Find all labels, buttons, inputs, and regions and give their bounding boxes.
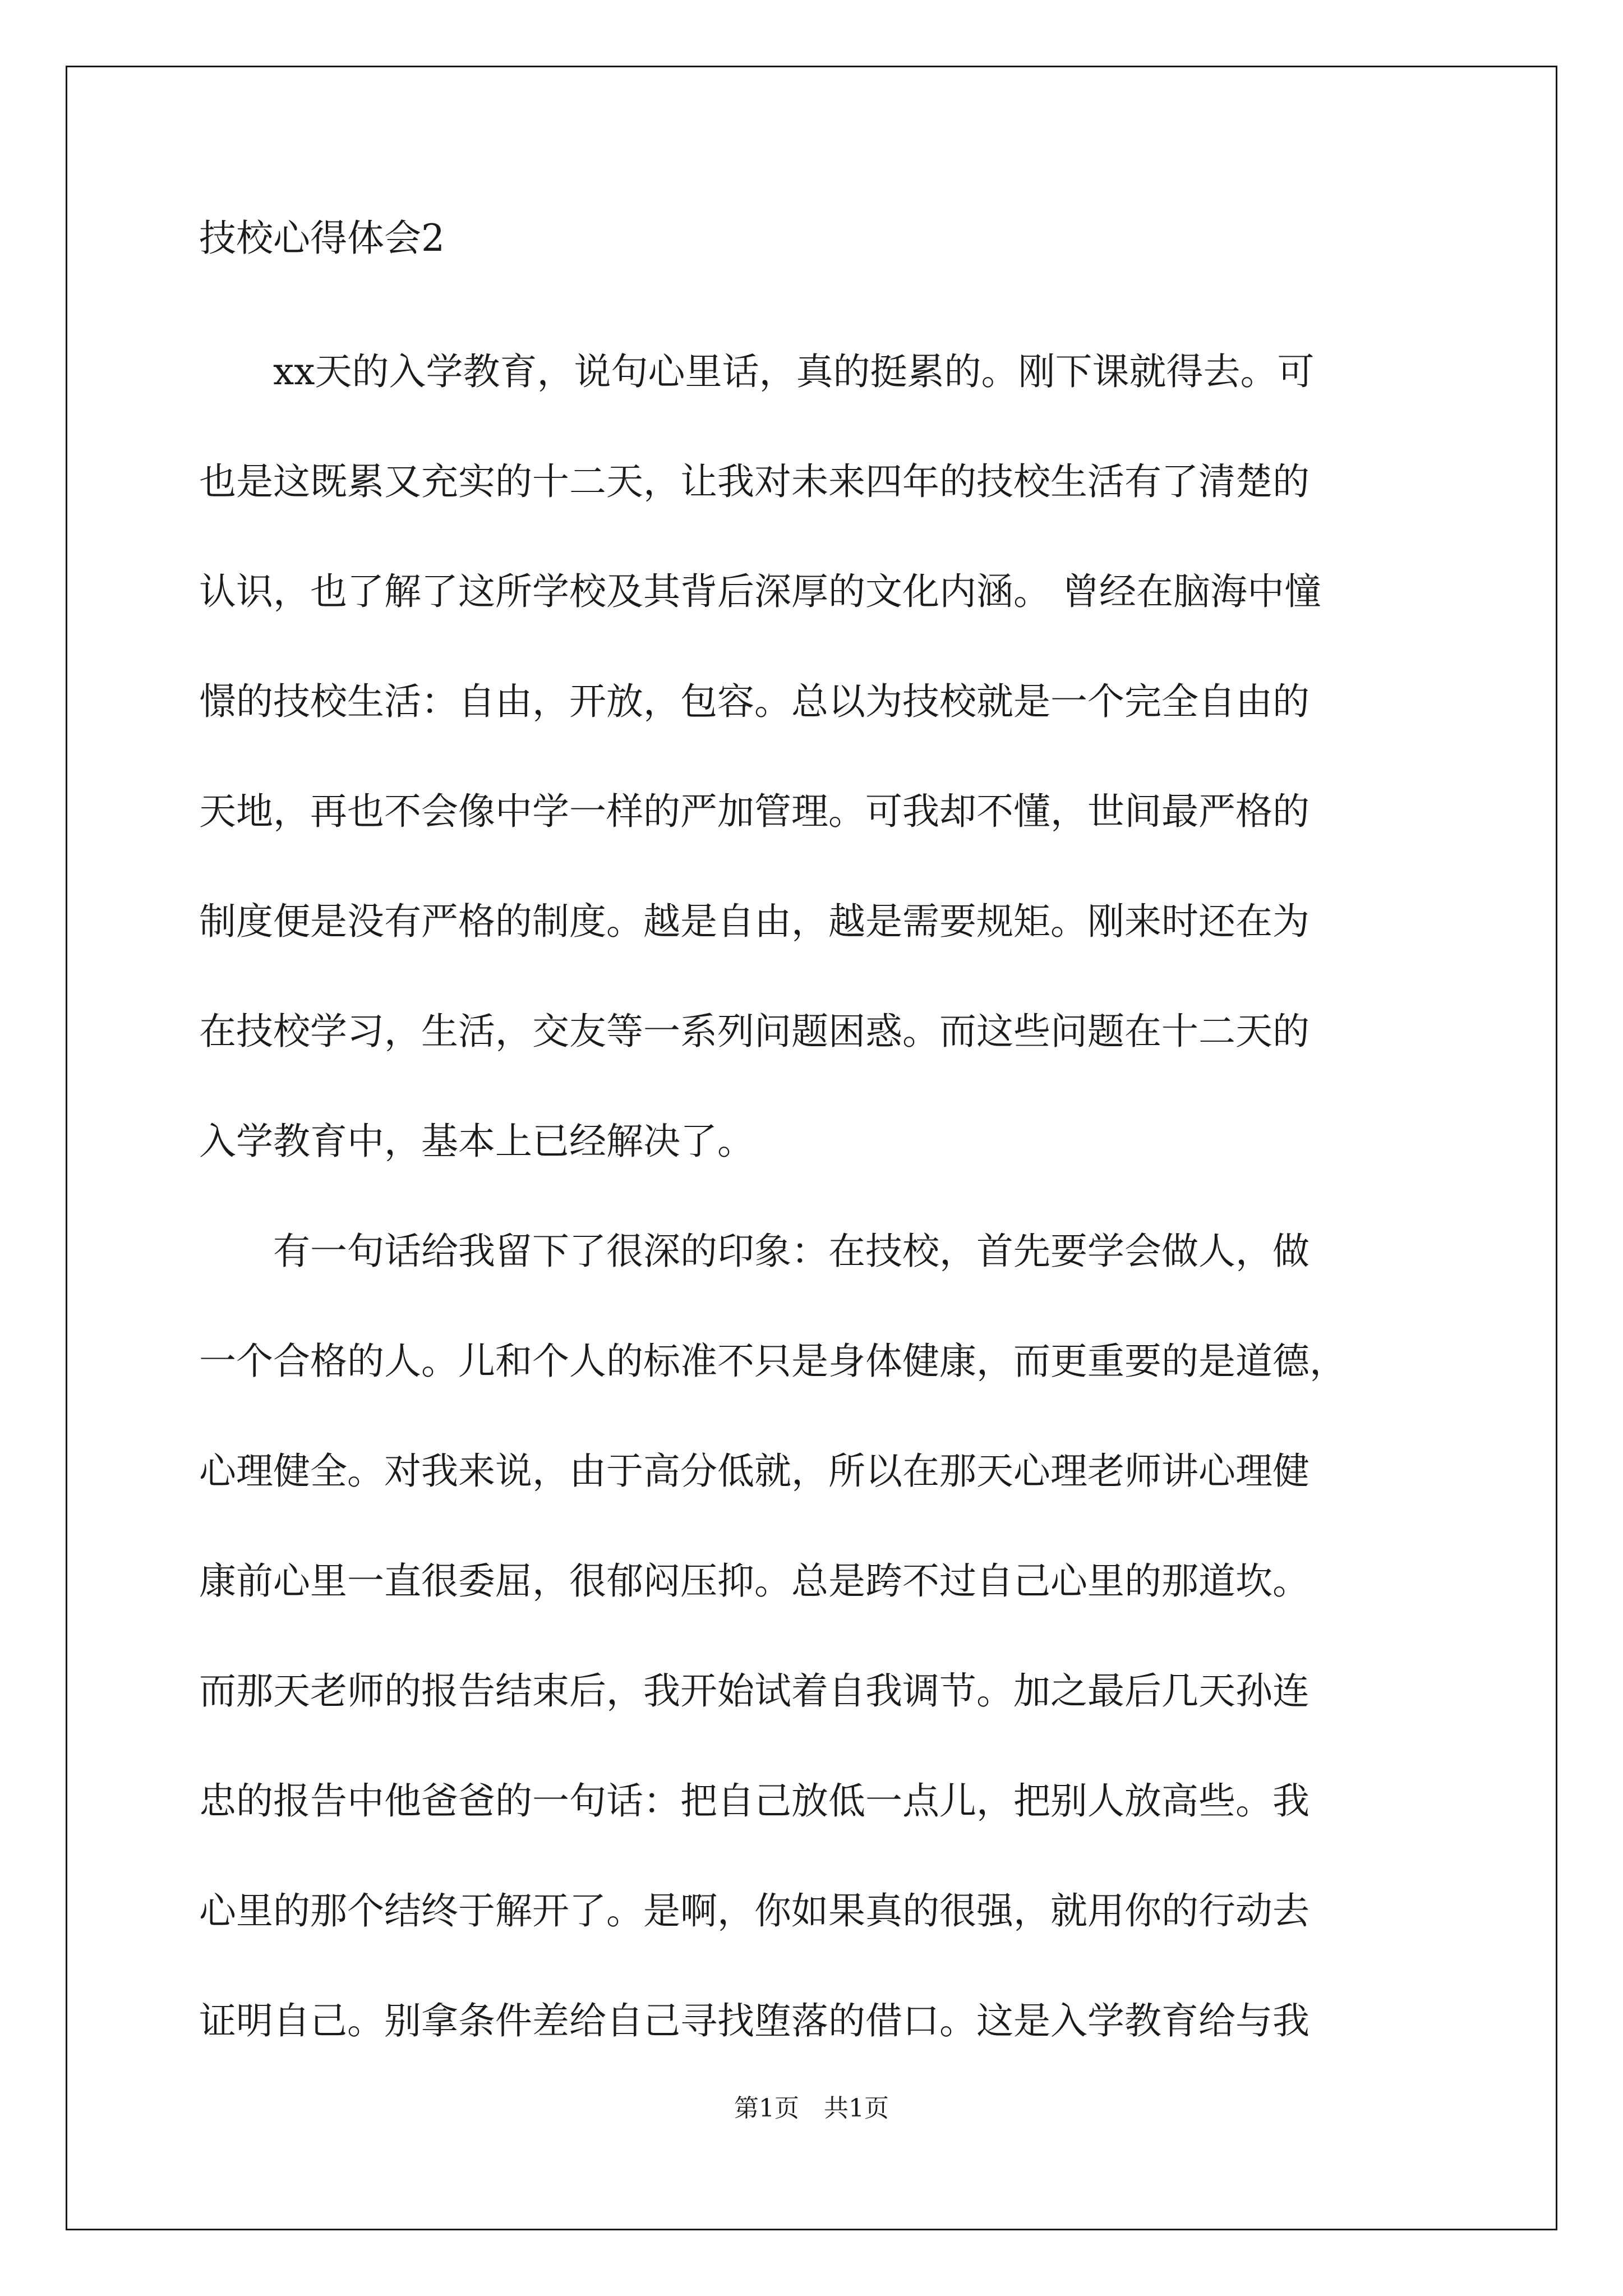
page-footer — [0, 2088, 1623, 2124]
text-line: 制度便是没有严格的制度。越是自由，越是需要规矩。刚来时还在为 — [199, 900, 1310, 943]
text-line: xx天的入学教育，说句心里话，真的挺累的。刚下课就得去。可 — [199, 350, 1315, 393]
document-title: 技校心得体会2 — [199, 217, 445, 260]
text-line: 有一句话给我留下了很深的印象：在技校，首先要学会做人，做 — [199, 1230, 1310, 1273]
text-line: 心里的那个结终于解开了。是啊，你如果真的很强，就用你的行动去 — [199, 1889, 1310, 1932]
text-line: 憬的技校生活：自由，开放，包容。总以为技校就是一个完全自由的 — [199, 680, 1310, 723]
text-line: 在技校学习，生活，交友等一系列问题困惑。而这些问题在十二天的 — [199, 1010, 1310, 1053]
text-line: 天地，再也不会像中学一样的严加管理。可我却不懂，世间最严格的 — [199, 790, 1310, 833]
text-line: 入学教育中，基本上已经解决了。 — [199, 1120, 754, 1163]
body-text — [199, 317, 1422, 2076]
text-line: 一个合格的人。儿和个人的标准不只是身体健康，而更重要的是道德， — [199, 1340, 1347, 1383]
page-number: 第1页 共1页 — [734, 2094, 889, 2123]
text-line: 康前心里一直很委屈，很郁闷压抑。总是跨不过自己心里的那道坎。 — [199, 1559, 1310, 1603]
text-line: 而那天老师的报告结束后，我开始试着自我调节。加之最后几天孙连 — [199, 1669, 1310, 1713]
text-line: 也是这既累又充实的十二天，让我对未来四年的技校生活有了清楚的 — [199, 460, 1310, 503]
text-line: 忠的报告中他爸爸的一句话：把自己放低一点儿，把别人放高些。我 — [199, 1779, 1310, 1823]
document-body — [199, 210, 1422, 2076]
text-line: 证明自己。别拿条件差给自己寻找堕落的借口。这是入学教育给与我 — [199, 1999, 1310, 2042]
text-line: 心理健全。对我来说，由于高分低就，所以在那天心理老师讲心理健 — [199, 1450, 1310, 1493]
text-line: 认识，也了解了这所学校及其背后深厚的文化内涵。 曾经在脑海中憧 — [199, 570, 1321, 613]
